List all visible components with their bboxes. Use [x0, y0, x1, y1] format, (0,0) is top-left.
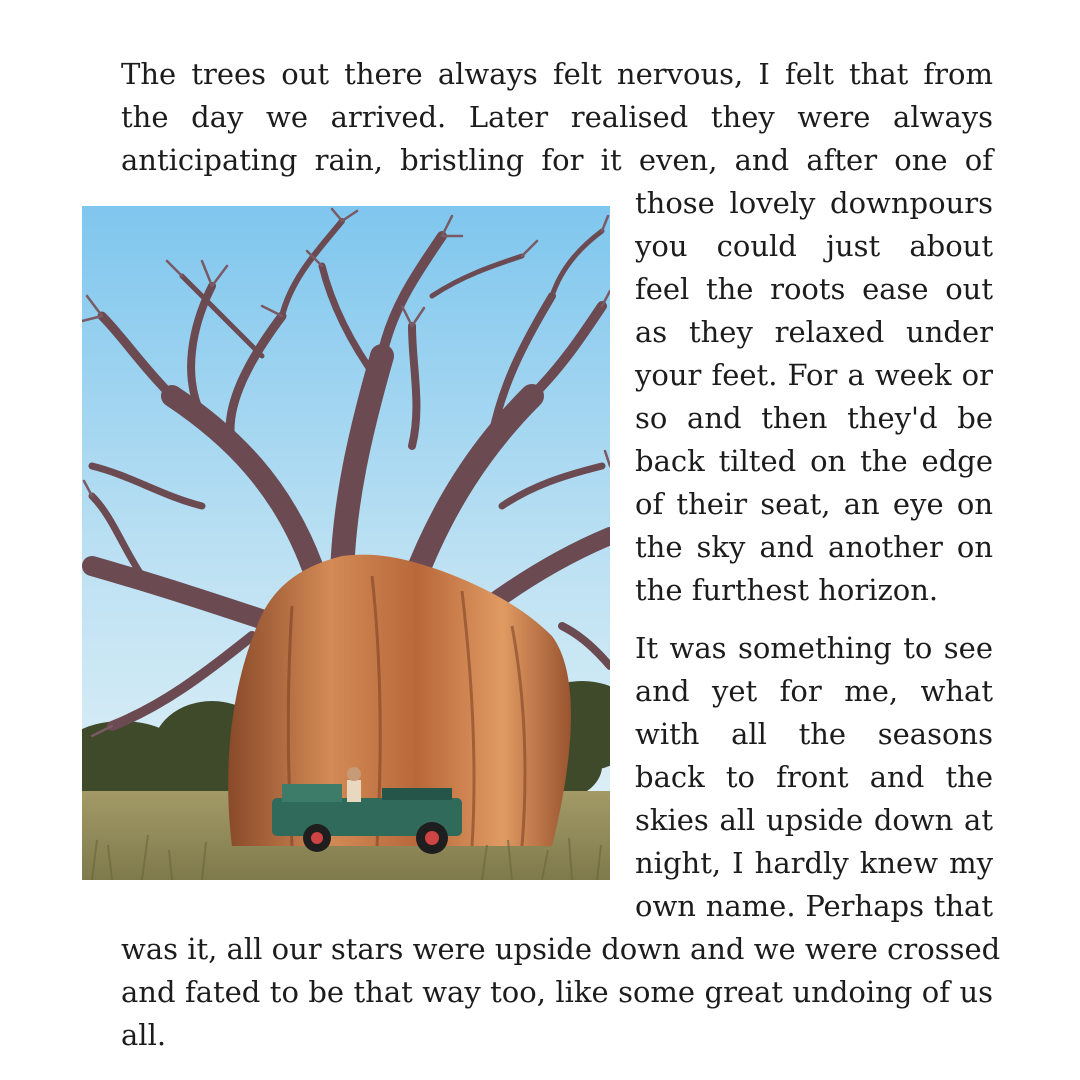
paragraph-1-line-1: The trees out there always felt nervous, I felt that from	[121, 57, 993, 91]
paragraph-1-line-8: your feet. For a week or	[635, 358, 993, 392]
paragraph-2-line-3: with all the seasons	[635, 717, 993, 751]
paragraph-2-line-9: and fated to be that way too, like some great undoing of us	[121, 975, 993, 1009]
paragraph-2-line-2: and yet for me, what	[635, 674, 993, 708]
paragraph-1-line-6: feel the roots ease out	[635, 272, 993, 306]
paragraph-2-line-7: own name. Perhaps that	[635, 889, 993, 923]
paragraph-1-line-9: so and then they'd be	[635, 401, 993, 435]
paragraph-2-line-5: skies all upside down at	[635, 803, 993, 837]
baobab-illustration	[82, 206, 610, 880]
paragraph-1-line-4: those lovely downpours	[635, 186, 993, 220]
paragraph-2-line-10: all.	[121, 1018, 167, 1052]
paragraph-1-line-7: as they relaxed under	[635, 315, 993, 349]
paragraph-2-line-4: back to front and the	[635, 760, 993, 794]
paragraph-1-line-3: anticipating rain, bristling for it even, and after one of	[121, 143, 993, 177]
paragraph-2-line-1: It was something to see	[635, 631, 993, 665]
paragraph-1-line-2: the day we arrived. Later realised they were always	[121, 100, 993, 134]
baobab-photo	[82, 206, 610, 880]
paragraph-1-line-13: the furthest horizon.	[635, 573, 939, 607]
paragraph-1-line-10: back tilted on the edge	[635, 444, 993, 478]
paragraph-2-line-8: was it, all our stars were upside down and we were crossed	[121, 932, 1001, 966]
paragraph-1-line-5: you could just about	[635, 229, 993, 263]
paragraph-1-line-11: of their seat, an eye on	[635, 487, 993, 521]
paragraph-2-line-6: night, I hardly knew my	[635, 846, 993, 880]
paragraph-1-line-12: the sky and another on	[635, 530, 993, 564]
